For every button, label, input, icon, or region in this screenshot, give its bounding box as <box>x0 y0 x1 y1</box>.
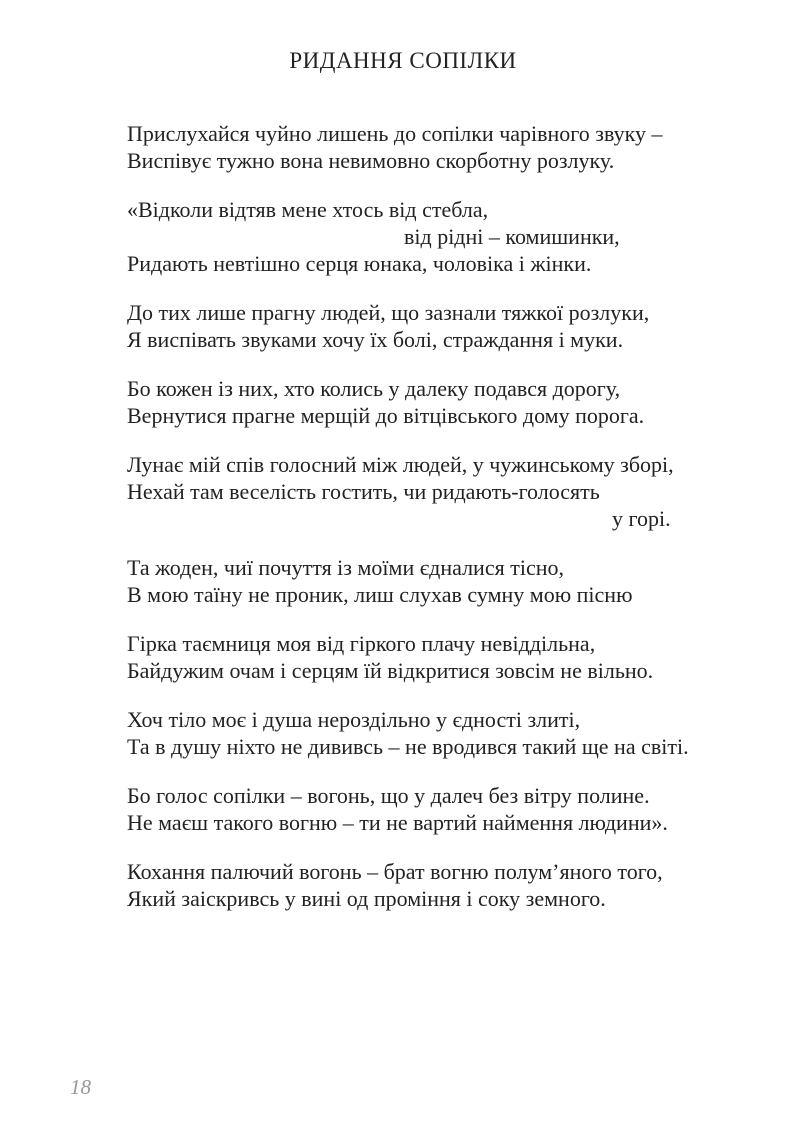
poem-line: В мою таїну не проник, лиш слухав сумну мою пісню <box>127 582 633 607</box>
poem-line: Бо кожен із них, хто колись у далеку подався дорогу, <box>127 376 621 401</box>
page-number: 18 <box>70 1075 91 1099</box>
poem-line: Який заіскривсь у вині од проміння і соку земного. <box>127 886 606 911</box>
poem-line: Виспівує тужно вона невимовно скорботну розлуку. <box>127 148 615 173</box>
poem-line: Байдужим очам і серцям їй відкритися зовсім не вільно. <box>127 658 654 683</box>
poem-line-continuation: у горі. <box>612 506 671 531</box>
stanza-5 <box>127 451 747 532</box>
poem-line: Та в душу ніхто не дививсь – не вродився такий ще на світі. <box>127 734 689 759</box>
poem-line: Ридають невтішно серця юнака, чоловіка і жінки. <box>127 251 592 276</box>
poem-line: «Відколи відтяв мене хтось від стебла, <box>127 197 489 222</box>
poem-line: Гірка таємниця моя від гіркого плачу невіддільна, <box>127 631 596 656</box>
poem-line: Я виспівать звуками хочу їх болі, страждання і муки. <box>127 327 624 352</box>
poem-title: РИДАННЯ СОПІЛКИ <box>289 48 517 73</box>
stanza-4 <box>127 375 747 429</box>
poem-line: Не маєш такого вогню – ти не вартий наймення людини». <box>127 810 668 835</box>
poem-line: Кохання палючий вогонь – брат вогню полум’яного того, <box>127 859 663 884</box>
poem-line: До тих лише прагну людей, що зазнали тяжкої розлуки, <box>127 300 650 325</box>
poem-line: Бо голос сопілки – вогонь, що у далеч без вітру полине. <box>127 783 650 808</box>
stanza-10 <box>127 858 747 912</box>
stanza-7 <box>127 630 747 684</box>
poem-body <box>127 120 747 934</box>
poem-line: Нехай там веселість гостить, чи ридають-голосять <box>127 479 600 504</box>
poem-line-continuation: від рідні – комишинки, <box>404 224 620 249</box>
stanza-8 <box>127 706 747 760</box>
poem-line: Лунає мій спів голосний між людей, у чужинському зборі, <box>127 452 674 477</box>
poem-line: Хоч тіло моє і душа нероздільно у єдності злиті, <box>127 707 581 732</box>
poem-line: Вернутися прагне мерщій до вітцівського дому порога. <box>127 403 645 428</box>
poem-line: Та жоден, чиї почуття із моїми єдналися тісно, <box>127 555 564 580</box>
stanza-3 <box>127 299 747 353</box>
stanza-2 <box>127 196 747 277</box>
stanza-9 <box>127 782 747 836</box>
stanza-1 <box>127 120 747 174</box>
stanza-6 <box>127 554 747 608</box>
poem-line: Прислухайся чуйно лишень до сопілки чарівного звуку – <box>127 121 663 146</box>
